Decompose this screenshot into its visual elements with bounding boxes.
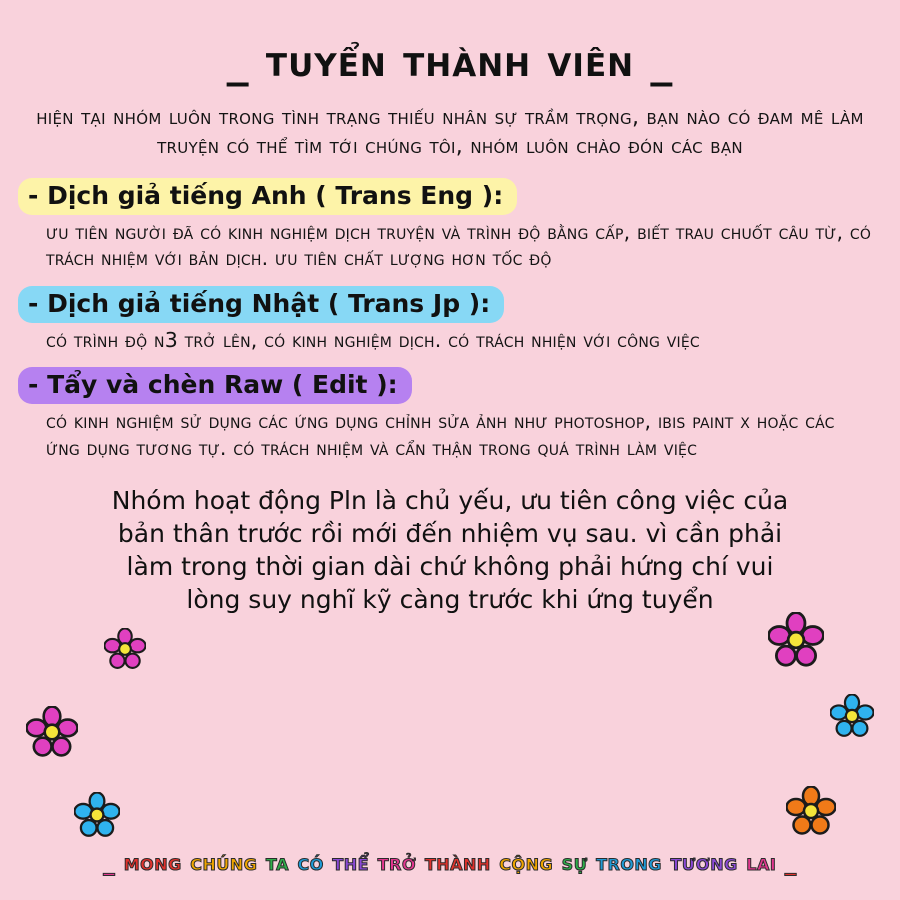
flower-magenta-left	[104, 628, 146, 670]
footer-word-6: trở	[377, 850, 425, 876]
footer-word-11: tương	[670, 850, 747, 876]
footer-word-7: thành	[424, 850, 500, 876]
section-edit	[16, 367, 884, 461]
section-body: có kinh nghiệm sử dụng các ứng dụng chỉnh sửa ảnh như photoshop, ibis paint x hoặc các ứng dụng tương tự. có trách nhiệm và cẩn thận trong quá trình làm việc	[46, 409, 835, 461]
section-body: có trình độ n3 trở lên, có kinh nghiệm dịch. có trách nhiện với công việc	[46, 327, 700, 352]
flower-blue-left	[74, 792, 120, 838]
flower-magenta-right	[768, 612, 824, 668]
section-heading: - Dịch giả tiếng Anh ( Trans Eng ):	[18, 178, 517, 215]
section-heading: - Tẩy và chèn Raw ( Edit ):	[18, 367, 412, 404]
footer-word-9: sự	[561, 850, 597, 876]
intro-paragraph: hiện tại nhóm luôn trong tình trạng thiếu nhân sự trầm trọng, bạn nào có đam mê làm truyện có thể tìm tới chúng tôi, nhóm luôn chào đón các bạn	[36, 105, 864, 160]
section-trans-jp	[16, 286, 884, 354]
flower-blue-right	[830, 694, 874, 738]
footer-word-13: _	[784, 850, 797, 876]
footer-word-10: trong	[596, 850, 671, 876]
section-trans-eng	[16, 178, 884, 272]
section-body: ưu tiên người đã có kinh nghiệm dịch truyện và trình độ bằng cấp, biết trau chuốt câu từ, có trách nhiệm với bản dịch. ưu tiên chất lượng hơn tốc độ	[46, 219, 872, 271]
section-heading: - Dịch giả tiếng Nhật ( Trans Jp ):	[18, 286, 504, 323]
footer-word-4: có	[297, 850, 333, 876]
footer-word-12: lai	[746, 850, 785, 876]
footer-word-3: ta	[265, 850, 298, 876]
closing-note: Nhóm hoạt động Pln là chủ yếu, ưu tiên công việc của bản thân trước rồi mới đến nhiệm vụ sau. vì cần phải làm trong thời gian dài chứ không phải hứng chí vui lòng suy nghĩ kỹ càng trước khi ứng tuyển	[111, 485, 789, 614]
footer-word-2: chúng	[190, 850, 266, 876]
flower-magenta-lower-left	[26, 706, 78, 758]
page-title: _ tuyển thành viên _	[226, 36, 674, 87]
footer-banner	[0, 850, 900, 876]
sections-list	[0, 178, 900, 462]
footer-word-5: thể	[332, 850, 378, 876]
footer-word-8: cộng	[499, 850, 562, 876]
footer-word-0: _	[103, 850, 124, 876]
footer-word-1: mong	[123, 850, 191, 876]
flower-orange-right	[786, 786, 836, 836]
